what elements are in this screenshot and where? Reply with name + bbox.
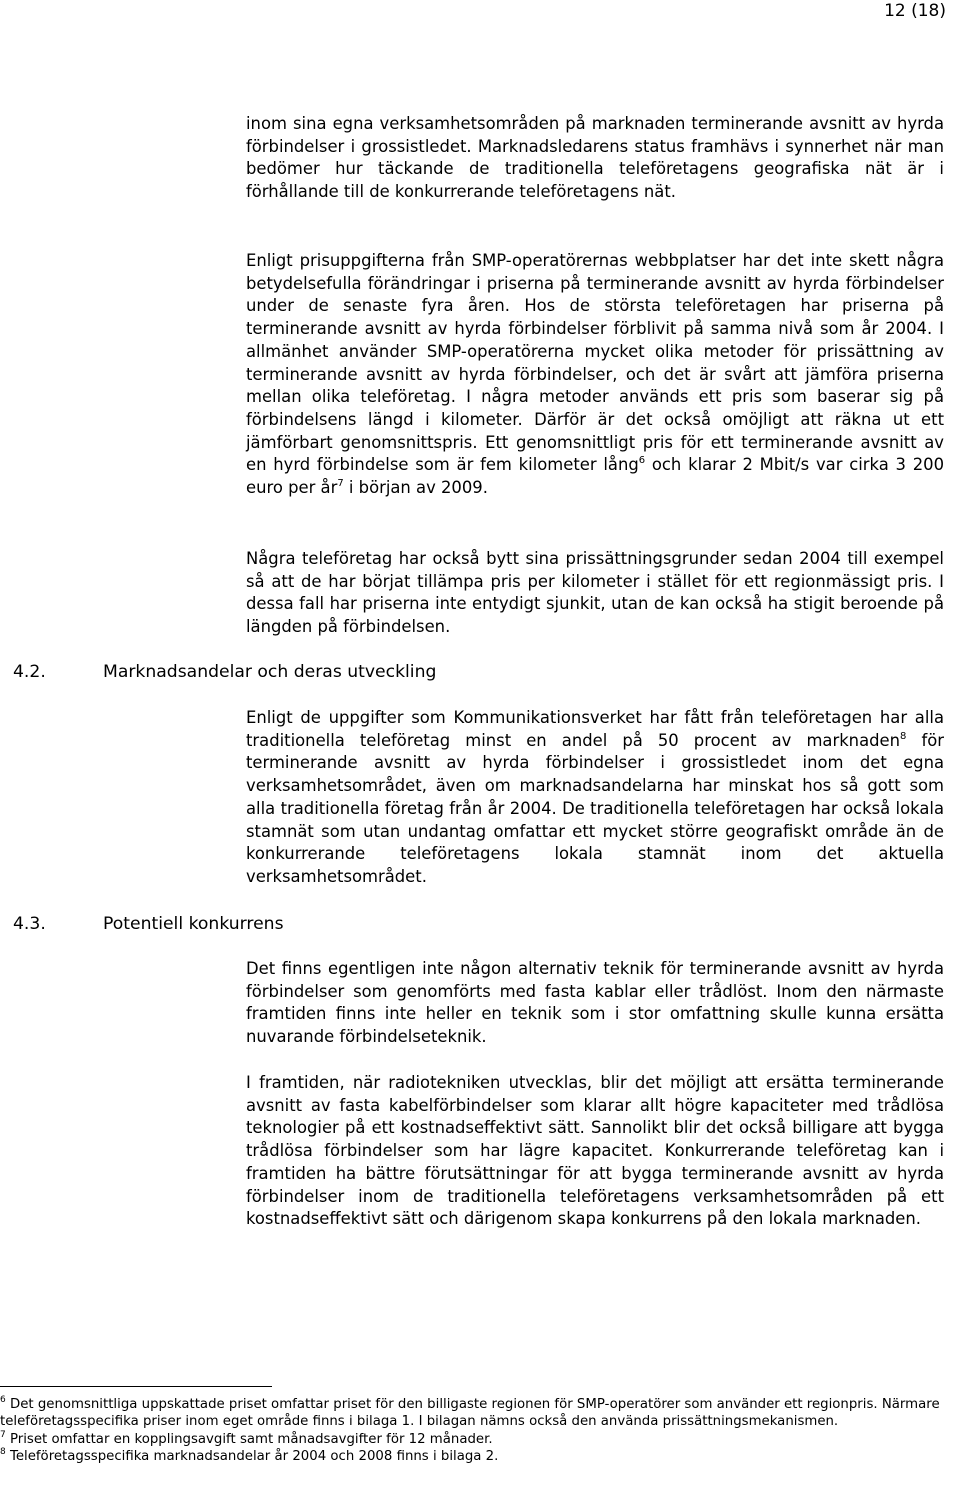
footnote-6 bbox=[0, 1396, 940, 1431]
paragraph-5 bbox=[246, 958, 944, 1049]
paragraph-1 bbox=[246, 113, 944, 204]
paragraph-text: I framtiden, när radiotekniken utvecklas, blir det möjligt att ersätta terminerande avsnitt av fasta kabelförbindelser som klarar allt högre kapaciteter med trådlösa teknologier på ett kostnadseffektivt sätt. Sannolikt blir det också billigare att bygga trådlösa förbindelser som har lägre kapacitet. Konkurrerande teleföretag kan i framtiden ha bättre förutsättningar för att bygga terminerande avsnitt av hyrda förbindelser inom de traditionella teleföretagens verksamhetsområden på ett kostnadseffektivt sätt och därigenom skapa konkurrens på den lokala marknaden. bbox=[246, 1073, 944, 1229]
section-title: Potentiell konkurrens bbox=[103, 914, 284, 934]
paragraph-4 bbox=[246, 707, 944, 889]
footnote-text: Priset omfattar en kopplingsavgift samt månadsavgifter för 12 månader. bbox=[5, 1431, 493, 1447]
footnote-marker: 6 bbox=[0, 1395, 6, 1405]
footnote-marker: 7 bbox=[0, 1429, 6, 1440]
paragraph-text: Några teleföretag har också bytt sina prissättningsgrunder sedan 2004 till exempel så att de har börjat tillämpa pris per kilometer i stället för ett regionmässigt pris. I dessa fall har priserna inte entydigt sjunkit, utan de kan också ha stigit beroende på längden på förbindelsen. bbox=[246, 549, 944, 637]
section-heading-4-3 bbox=[13, 913, 284, 935]
paragraph-text: Enligt de uppgifter som Kommunikationsverket har fått från teleföretagen har alla traditionella teleföretag minst en andel på 50 procent av marknaden bbox=[246, 708, 944, 750]
footnote-7 bbox=[0, 1431, 940, 1448]
footnote-separator bbox=[0, 1386, 272, 1387]
section-title: Marknadsandelar och deras utveckling bbox=[103, 662, 437, 682]
footnote-ref-6[interactable]: 6 bbox=[638, 455, 646, 467]
section-heading-4-2 bbox=[13, 661, 436, 683]
footnote-text: Det genomsnittliga uppskattade priset omfattar priset för den billigaste regionen för SMP-operatörer som använder ett regionpris. Närmare teleföretagsspecifika priser inom eget område finns i bilaga 1. I bilagan nämns också den använda prissättningsmekanismen. bbox=[0, 1397, 940, 1430]
paragraph-2 bbox=[246, 250, 944, 500]
footnote-marker: 8 bbox=[0, 1447, 6, 1458]
footnote-text: Teleföretagsspecifika marknadsandelar år 2004 och 2008 finns i bilaga 2. bbox=[5, 1449, 499, 1465]
footnote-ref-7[interactable]: 7 bbox=[337, 478, 344, 490]
section-number: 4.3. bbox=[13, 914, 46, 934]
paragraph-text: inom sina egna verksamhetsområden på marknaden terminerande avsnitt av hyrda förbindelser i grossistledet. Marknadsledarens status framhävs i synnerhet när man bedömer hur täckande de traditionella teleföretagens geografiska nät är i förhållande till de konkurrerande teleföretagens nät. bbox=[246, 114, 944, 202]
footnote-ref-8[interactable]: 8 bbox=[900, 730, 907, 742]
section-number: 4.2. bbox=[13, 662, 46, 682]
paragraph-text: Enligt prisuppgifterna från SMP-operatörernas webbplatser har det inte skett några betydelsefulla förändringar i priserna på terminerande avsnitt av hyrda förbindelser under de senaste fyra åren. Hos de största teleföretagen har priserna på terminerande avsnitt av hyrda förbindelser förblivit på samma nivå som år 2004. I allmänhet använder SMP-operatörerna mycket olika metoder för prissättning av terminerande avsnitt av hyrda förbindelser, och det är svårt att jämföra priserna mellan olika teleföretag. I några metoder används ett pris som baserar sig på förbindelsens längd i kilometer. Därför är det också omöjligt att räkna ut ett jämförbart genomsnittspris. Ett genomsnittligt pris för ett terminerande avsnitt av en hyrd förbindelse som är fem kilometer lång bbox=[246, 251, 944, 475]
paragraph-text: och klarar 2 Mbit/s var cirka 3 200 euro per år bbox=[246, 455, 945, 498]
paragraph-text: Det finns egentligen inte någon alternativ teknik för terminerande avsnitt av hyrda förbindelser som genomförts med fasta kablar eller trådlöst. Inom den närmaste framtiden finns inte heller en teknik som i stor omfattning skulle kunna ersätta nuvarande förbindelseteknik. bbox=[246, 959, 944, 1047]
paragraph-text: för terminerande avsnitt av hyrda förbindelser i grossistledet inom det egna verksamhetsområdet, även om marknadsandelarna har minskat hos så gott som alla traditionella företag från år 2004. De traditionella teleföretagen har också lokala stamnät som utan undantag omfattar ett mycket större geografiskt område än de konkurrerande teleföretagens lokala stamnät inom det aktuella verksamhetsområdet. bbox=[246, 730, 944, 886]
paragraph-6 bbox=[246, 1072, 944, 1231]
footnotes bbox=[0, 1396, 940, 1466]
paragraph-3 bbox=[246, 548, 944, 639]
paragraph-text: i början av 2009. bbox=[343, 478, 488, 498]
footnote-8 bbox=[0, 1448, 940, 1465]
page-number: 12 (18) bbox=[884, 1, 946, 21]
